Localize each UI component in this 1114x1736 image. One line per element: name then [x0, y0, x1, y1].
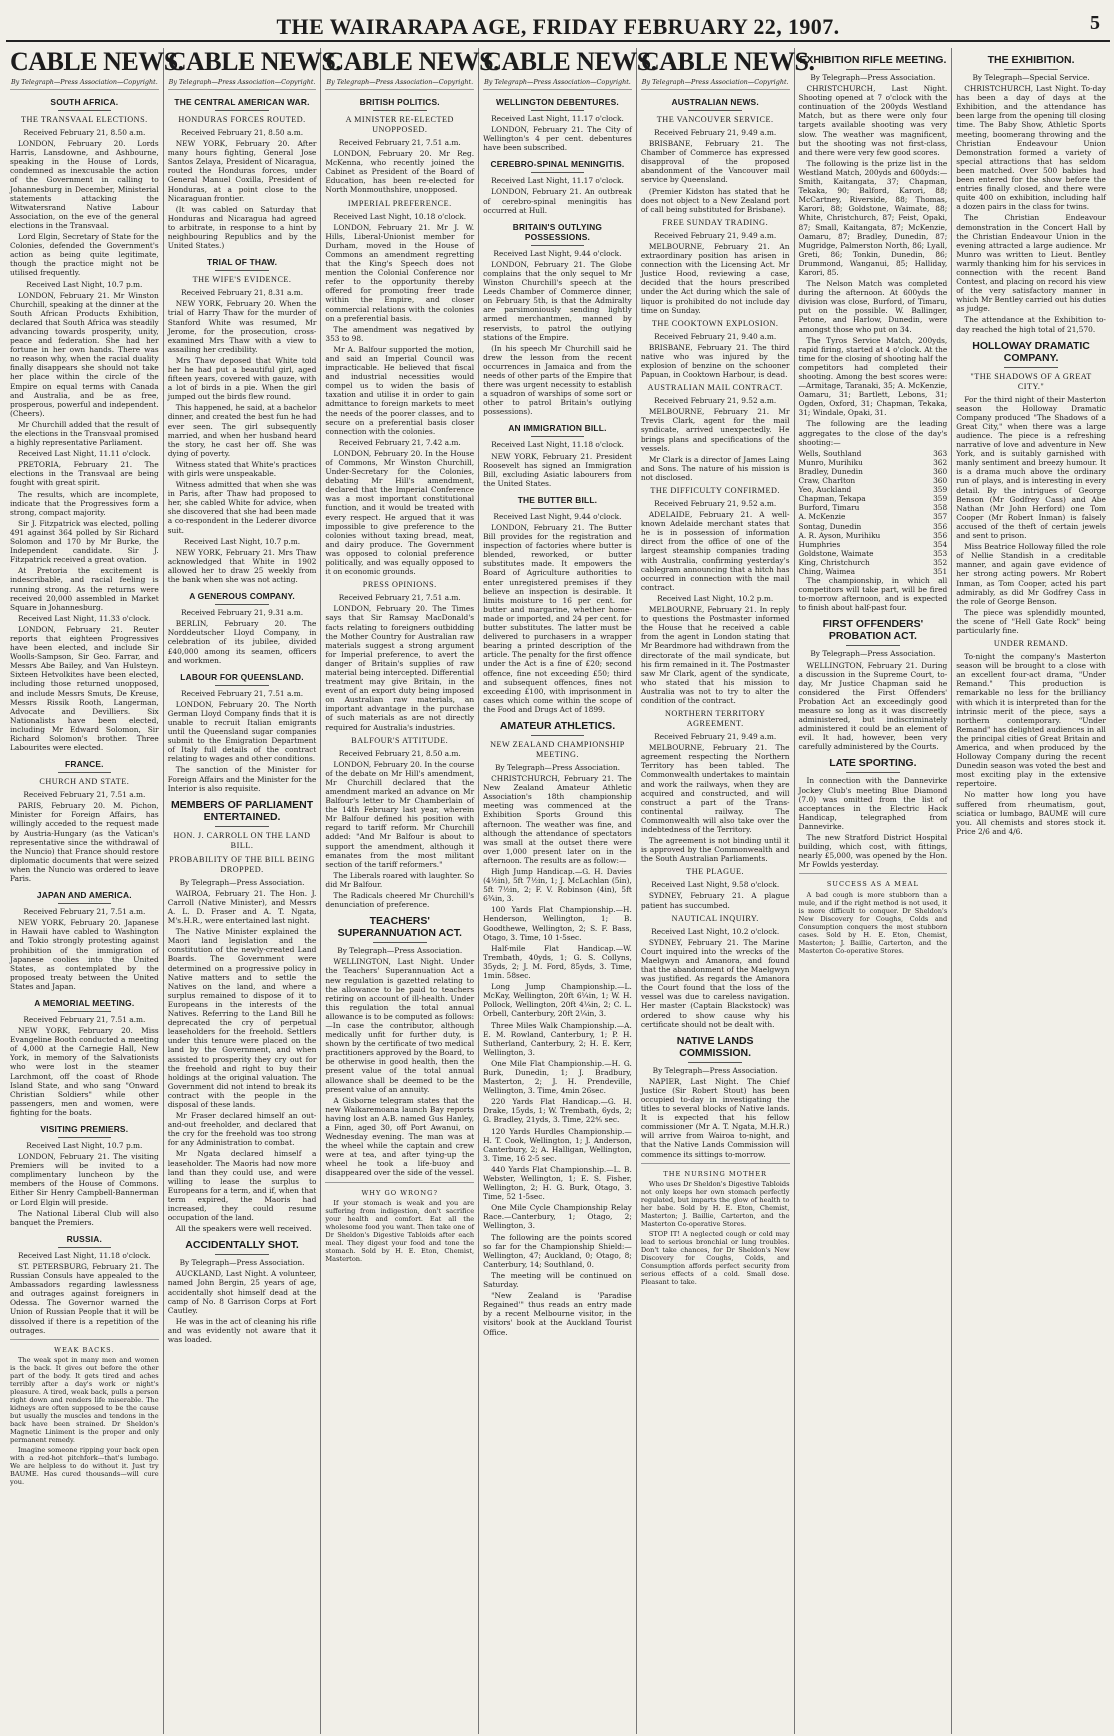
- paragraph: The meeting will be continued on Saturday.: [483, 1270, 632, 1290]
- dateline: Received February 21, 7.51 a.m.: [181, 688, 304, 698]
- score-value: 354: [933, 539, 948, 549]
- paragraph: LONDON, February 21. An outbreak of cerebro-spinal meningitis has occurred at Hull.: [483, 187, 632, 215]
- article-headline: A GENEROUS COMPANY.: [189, 591, 295, 602]
- divider: [215, 604, 269, 605]
- dateline: Received February 21, 7.42 a.m.: [338, 437, 461, 447]
- feature-headline: FIRST OFFENDERS' PROBATION ACT.: [822, 618, 924, 643]
- paragraph: SYDNEY, February 21. The Marine Court inquired into the wrecks of the Maelgwyn and Amanora, and found that the abandonment of the Maelgwyn was justified. As regards the Amanora the Court found that the loss of the vessel was due to careless navigation. Her master (Captain Blackstock) was ordered to show cause why his certificate should not be dealt with.: [640, 937, 790, 1029]
- byline: By Telegraph—Press Association—Copyright.: [641, 78, 790, 90]
- section-banner: CABLE NEWS.: [325, 47, 500, 76]
- article-subheadline: HONDURAS FORCES ROUTED.: [178, 115, 306, 124]
- dateline: Received February 21, 9.52 a.m.: [654, 396, 777, 406]
- dateline: Received Last Night, 10.7 p.m.: [184, 536, 301, 546]
- byline: By Telegraph—Press Association—Copyright.: [325, 78, 474, 90]
- paragraph: The following are the points scored so far for the Championship Shield:—Wellington, 47; Auckland, 0; Otago, 8; Canterbury, 14; Southland, 0.: [483, 1232, 632, 1269]
- divider: [215, 826, 269, 827]
- article-headline: RUSSIA.: [66, 1233, 103, 1244]
- paragraph: The Native Minister explained the Maori land legislation and the constitution of the newly-created Land Boards. The Government were determined on a progressive policy in Native matters and to settle the Natives on the land, and where a surplus remained to dispose of it to Europeans in the interests of the Natives. Referring to the Land Bill he deprecated the cry of perpetual leaseholders for the freehold. Settlers under this tenure were placed on the land by the Government, and when assisted to prosperity they cry out for the freehold and right to buy their holdings at the original valuation. The Government did not intend to break its contract with the people in the disposal of these lands.: [167, 927, 317, 1109]
- article-headline: JAPAN AND AMERICA.: [36, 890, 132, 901]
- paragraph: In connection with the Dannevirke Jockey Club's meeting Blue Diamond (7.0) was omitted from the list of acceptances in the Electric Hack Handicap, telegraphed from Dannevirke.: [798, 776, 948, 831]
- paragraph: The Nelson Match was completed during the afternoon. At 600yds the division was close, Burford, of Timaru, put on the possible. W. Ballinger, Petone, and Harlow, Dunedin, were amongst those who put on 34.: [798, 279, 948, 334]
- paragraph: LONDON, February 21. The Globe complains that the only sequel to Mr Winston Churchill's speech at the Leeds Chamber of Commerce dinner, on February 5th, is that the Admiralty are parsimoniously sending lightly armed merchantmen, manned by reservists, to patrol the outlying stations of the Empire.: [483, 259, 632, 342]
- paragraph: This happened, he said, at a bachelor dinner, and created the best fun he had ever seen. The girl subsequently married, and when her husband heard the story, he cast her off. She was dying of poverty.: [167, 403, 317, 458]
- paragraph: LONDON, February 21. Mr J. W. Hills, Liberal-Unionist member for Durham, moved in the House of Commons an amendment regretting that the King's Speech does not mention the Colonial Conference nor refer to the opportunity thereby offered for promoting freer trade within the Empire, and closer commercial relations with the colonies on a preferential basis.: [325, 222, 475, 323]
- score-value: 362: [933, 457, 948, 467]
- advertisement-text: STOP IT! A neglected cough or cold may lead to serious bronchial or lung troubles. Don't take chances, for Dr Sheldon's New Discovery for Coughs, Colds, and Consumption affords perfect security from serious effects of a cold. Small dose. Pleasant to take.: [640, 1229, 790, 1286]
- divider: [846, 645, 900, 646]
- dateline: Received Last Night, 11.18 o'clock.: [17, 1250, 151, 1260]
- advertisement: [799, 873, 948, 954]
- article-subheadline: NORTHERN TERRITORY AGREEMENT.: [665, 709, 766, 729]
- paragraph: NEW YORK, February 20. Miss Evangeline Booth conducted a meeting of 4,000 at the Carnegie Hall, New York, in memory of the Salvationists who were lost in the steamer Larchmont, off the coast of Rhode Island State, and who sang "Onward Christian Soldiers" while other passengers, men and women, were fighting for the boats.: [10, 1026, 159, 1117]
- dateline: Received February 21, 8.50 a.m.: [23, 128, 146, 137]
- divider: [688, 110, 742, 111]
- paragraph: 440 Yards Flat Championship.—L. B. Webster, Wellington, 1; E. S. Fisher, Wellington, 2; H. G. Burk, Otago, 3. Time, 52 1-5sec.: [483, 1164, 632, 1202]
- feature-headline: TEACHERS' SUPERANNUATION ACT.: [337, 915, 462, 940]
- dateline: By Telegraph—Press Association.: [179, 1258, 305, 1268]
- article-subheadline: HON. J. CARROLL ON THE LAND BILL.: [173, 830, 311, 850]
- score-name: Munro, Murihiku: [798, 457, 863, 467]
- divider: [373, 110, 427, 111]
- dateline: Received Last Night, 10.18 o'clock.: [333, 211, 467, 221]
- score-row: [799, 467, 948, 476]
- paragraph: Witness admitted that when she was in Paris, after Thaw had proposed to her, she cabled White for advice, when she discovered that she had been made a co-respondent in the Lederer divorce suit.: [167, 480, 317, 535]
- advertisement-heading: SUCCESS AS A MEAL: [826, 880, 919, 889]
- score-name: Chapman, Tekapa: [798, 494, 866, 504]
- divider: [531, 436, 585, 437]
- score-row: [799, 485, 948, 494]
- paragraph: The agreement is not binding until it is approved by the Commonwealth and the South Australian Parliaments.: [640, 836, 790, 864]
- paragraph: He was in the act of cleaning his rifle and was evidently not aware that it was loaded.: [167, 1316, 317, 1345]
- article-subheadline: A MINISTER RE-ELECTED UNOPPOSED.: [345, 115, 454, 134]
- paragraph: CHRISTCHURCH, February 21. The New Zealand Amateur Athletic Association's 18th championship meeting was commenced at the Exhibition Sports Ground this afternoon. The weather was fine, and although the attendance of spectators was small at the outset there were over 1,000 present later on in the afternoon. The results are as follow:—: [483, 774, 632, 865]
- section-banner: CABLE NEWS.: [483, 47, 657, 76]
- paragraph: LONDON, February 20. Lords Harris, Lansdowne, and Ashbourne, speaking in the House of Lords, condemned as inexcusable the action of the Government in calling to Johannesburg in December, Ministerial statements attacking the Witwatersrand Native Labour Association, on the eve of the general elections in the Transvaal.: [10, 139, 159, 230]
- divider: [58, 1247, 112, 1248]
- score-value: 352: [933, 557, 948, 567]
- paragraph: The amendment was negatived by 353 to 98.: [325, 324, 475, 343]
- column-3: [321, 47, 500, 1734]
- dateline: Received February 21, 7.51 a.m.: [23, 790, 146, 800]
- paragraph: For the third night of their Masterton season the Holloway Dramatic Company produced "The Shadows of a Great City," when there was a large audience. The piece is a refreshing narrative of love and adventure in New York, and is suitably garnished with manly sentiment and breezy humour. It is a drama much above the ordinary run of plays, and is interesting in every detail. By the intrigues of George Benson (Mr Godfrey Cass) and Abe Nathan (Mr John Herford) one Tom Cooper (Mr Robert Inman) is falsely accused of the theft of certain jewels and sent to prison.: [956, 394, 1106, 541]
- article-subheadline: AUSTRALIAN MAIL CONTRACT.: [647, 383, 783, 393]
- score-row: [799, 558, 948, 567]
- divider: [531, 172, 585, 173]
- article-headline: SOUTH AFRICA.: [50, 97, 119, 107]
- paragraph: Sir J. Fitzpatrick was elected, polling 491 against 364 polled by Sir Richard Solomon and 170 by Mr Burke, the Independent candidate. Sir J. Fitzpatrick received a great ovation.: [10, 518, 159, 565]
- divider: [688, 1062, 742, 1063]
- divider: [1004, 367, 1058, 368]
- dateline: By Telegraph—Press Association.: [494, 762, 620, 772]
- paragraph: Mr Churchill added that the result of the elections in the Transvaal promised a highly representative Parliament.: [10, 419, 159, 448]
- paragraph: NEW YORK, February 20. When the trial of Harry Thaw for the murder of Stanford White was resumed, Mr Jerome, for the prosecution, cross-examined Mrs Thaw with a view to assailing her credibility.: [167, 299, 317, 354]
- score-value: 356: [933, 521, 948, 531]
- dateline: Received February 21, 8.50 a.m.: [181, 128, 304, 137]
- paragraph: The results, which are incomplete, indicate that the Progressives form a strong, compact majority.: [10, 489, 159, 517]
- article-headline: THE BUTTER BILL.: [517, 494, 598, 505]
- divider: [531, 110, 585, 111]
- article-headline: LABOUR FOR QUEENSLAND.: [180, 671, 304, 682]
- paragraph: (In his speech Mr Churchill said he drew the lesson from the recent occurrences in Jamaica and from the needs of other parts of the Empire that there was urgent necessity to establish a squadron of warships of some sort or other to patrol Britain's outlying possessions).: [483, 343, 632, 417]
- dateline: Received Last Night, 11.17 o'clock.: [491, 114, 624, 123]
- paragraph: Mrs Thaw deposed that White told her he had put a beautiful girl, aged fifteen years, covered with gauze, with a lot of birds in a pie. When the girl jumped out the birds flew round.: [167, 355, 317, 402]
- paragraph: Three Miles Walk Championship.—A. E. M. Rowland, Canterbury, 1; P. H. Sutherland, Canterbury, 2; H. E. Kerr, Wellington, 3.: [483, 1020, 632, 1057]
- divider: [215, 270, 269, 271]
- score-value: 359: [933, 485, 948, 495]
- dateline: By Telegraph—Press Association.: [810, 73, 936, 82]
- paragraph: LONDON, February 21. The City of Wellington's 4 per cent. debentures have been subscribed.: [483, 125, 632, 153]
- score-row: [799, 503, 948, 512]
- paragraph: LONDON, February 21. The Butter Bill provides for the registration and inspection of factories where butter is blended, reworked, or butter substitutes made. It empowers the Board of Agriculture authorities to enter unregistered premises if they believe an inspection is desirable. It limits moisture to 16 per cent. for butter and margarine, whether home-made or imported, and 24 per cent. for butter substitutes. The latter must be delivered to purchasers in a wrapper bearing a printed description of the article. The penalty for the first offence under the Act is a fine of £20; second offence, fine not exceeding £50; third and subsequent offences, fines not exceeding £100, with imprisonment in cases which come within the scope of the Food and Drugs Act of 1899.: [483, 523, 632, 714]
- divider: [58, 110, 112, 111]
- divider: [531, 735, 585, 736]
- dateline: Received Last Night, 11.11 o'clock.: [17, 449, 151, 459]
- article-subheadline: THE TRANSVAAL ELECTIONS.: [21, 115, 148, 124]
- article-subheadline: UNDER REMAND.: [993, 639, 1069, 649]
- dateline: By Telegraph—Special Service.: [972, 73, 1090, 82]
- feature-headline: AMATEUR ATHLETICS.: [499, 719, 616, 732]
- paragraph: To-night the company's Masterton season will be brought to a close with an excellent four-act drama, "Under Remand." This production is remarkable no less for the brilliancy with which it is interpreted than for the intrinsic merit of the piece, says a northern contemporary. "Under Remand" has delighted audiences in all the principal cities of Great Britain and America, and when produced by the Holloway Company during the recent Dunedin season was voted the best and most exciting play in the extensive repertoire.: [956, 652, 1106, 789]
- divider: [846, 69, 900, 70]
- score-value: 356: [933, 530, 948, 540]
- paragraph: Mr Ngata declared himself a leaseholder. The Maoris had now more land than they could use, and were willing to lease the surplus to Europeans for a term, and if, when that term expired, the Maoris had increased, they could resume occupation of the land.: [167, 1149, 317, 1223]
- score-row: [799, 531, 948, 540]
- paragraph: Long Jump Championship.—L. McKay, Wellington, 20ft 6¼in, 1; W. H. Pollock, Wellington, 20ft 4¼in, 2; C. L. Orbell, Canterbury, 20ft 2¼in, 3.: [483, 982, 632, 1019]
- article-subheadline: THE WIFE'S EVIDENCE.: [192, 275, 292, 285]
- score-name: Burford, Timaru: [798, 503, 860, 513]
- dateline: Received February 21, 9.40 a.m.: [654, 331, 777, 341]
- paragraph: BRISBANE, February 21. The third native who was injured by the explosion of benzine on the schooner Papuan, in Cooktown Harbour, is dead.: [640, 342, 790, 380]
- divider: [1004, 69, 1058, 70]
- paragraph: Witness stated that White's practices with girls were unspeakable.: [167, 459, 317, 478]
- paragraph: LONDON, February 21. Mr Winston Churchill, speaking at the dinner at the South African Products Exhibition, declared that South Africa was steadily advancing towards prosperity, unity, peace and federation. She had her fortune in her own hands. There was no reason why, when the racial duality finally disappears she should not take her place within the circle of the Empire on equal terms with Canada and Australia, and be as free, prosperous, powerful and independent. (Cheers).: [10, 290, 159, 418]
- article-headline: A MEMORIAL MEETING.: [34, 997, 135, 1008]
- advertisement-text: The weak spot in many men and women is the back. It gives out before the other part of the body. It gets tired and aches terribly after a day's work or night's pleasure. A tired, weak back, pulls a person right down and renders life miserable. The kidneys are often supposed to be the cause but usually the muscles and tendons in the back have been strained. Dr Sheldon's Magnetic Liniment is the proper and only permanent remedy.: [10, 1355, 159, 1444]
- dateline: Received Last Night, 9.58 o'clock.: [651, 880, 780, 890]
- divider: [846, 772, 900, 773]
- article-headline: FRANCE.: [65, 759, 104, 770]
- score-row: [799, 449, 948, 458]
- score-value: 351: [933, 566, 948, 576]
- paragraph: 120 Yards Hurdles Championship.—H. T. Cook, Wellington, 1; J. Anderson, Canterbury, 2; A. Halligan, Wellington, 3. Time, 16 2-5 sec.: [483, 1126, 632, 1163]
- dateline: Received February 21, 9.49 a.m.: [654, 128, 777, 137]
- score-value: 359: [933, 494, 948, 504]
- score-row: [799, 494, 948, 503]
- score-value: 357: [933, 512, 948, 522]
- score-row: [799, 476, 948, 485]
- feature-headline: ACCIDENTALLY SHOT.: [185, 1239, 299, 1252]
- feature-headline: MEMBERS OF PARLIAMENT ENTERTAINED.: [170, 798, 314, 823]
- section-banner: CABLE NEWS.: [167, 47, 342, 76]
- paragraph: MELBOURNE, February 21. In reply to questions the Postmaster informed the House that he received a cable from the agent in London stating that Mr Beardmore had withdrawn from the directorate of the mail syndicate, but his firm remained in it. The Postmaster saw Mr Clark, agent of the syndicate, who stated that his mission to Australia was not to try to alter the condition of the contract.: [640, 605, 790, 705]
- article-subheadline: THE COOKTOWN EXPLOSION.: [651, 318, 779, 328]
- score-value: 360: [933, 476, 948, 486]
- paragraph: LONDON, February 20. Mr Reg. McKenna, who recently joined the Cabinet as President of the Board of Education, has been re-elected for North Monmouthshire, unopposed.: [325, 149, 475, 195]
- paragraph: MELBOURNE, February 21. Mr Trevis Clark, agent for the mail syndicate, arrived unexpectedly. He brings plans and specifications of the vessels.: [640, 407, 790, 453]
- advertisement: [641, 1163, 790, 1286]
- paragraph: The Liberals roared with laughter. So did Mr Balfour.: [325, 870, 475, 889]
- paragraph: The following is the prize list in the Westland Match, 200yds and 600yds:—Smith, Kaitangata, 37; Chapman, Tekaka, 90; Balford, Karori, 88; McCartney, Riverside, 88; Thomas, Karori, 88; Goldstone, Waimate, 88; White, Christchurch, 87; Feist, Opaki, 87; Small, Kaitangata, 87; McKenzie, Oamaru, 87; Bradley, Dunedin, 87; Mugridge, Palmerston North, 86; Lyall, Greti, 86; Tonkin, Dunedin, 86; Drummond, Wanganui, 85; Halliday, Karori, 85.: [798, 158, 948, 277]
- article-subheadline: IMPERIAL PREFERENCE.: [347, 198, 452, 208]
- paragraph: The Christian Endeavour demonstration in the Concert Hall by the Christian Endeavour Union in the evening attracted a large audience. Mr Munro was written to Lieut. Bentley warmly thanking him for his services in connection with the recent Band Contest, and placing on record his view of the very satisfactory manner in which Mr Bentley carried out his duties as judge.: [956, 213, 1106, 314]
- article-headline: BRITISH POLITICS.: [359, 97, 440, 107]
- article-columns: [6, 48, 1110, 1734]
- dateline: Received February 21, 9.31 a.m.: [181, 608, 304, 618]
- paragraph: NEW YORK, February 21. President Roosevelt has signed an Immigration Bill, excluding Asiatic labourers from the United States.: [483, 451, 632, 488]
- article-subheadline: PROBABILITY OF THE BILL BEING DROPPED.: [169, 854, 315, 874]
- dateline: Received Last Night, 9.44 o'clock.: [493, 511, 622, 521]
- article-headline: CEREBRO-SPINAL MENINGITIS.: [490, 159, 625, 170]
- dateline: Received February 21, 7.51 a.m.: [23, 907, 146, 917]
- score-name: Ching, Waimea: [798, 566, 855, 576]
- paragraph: Miss Beatrice Holloway filled the role of Nellie Standish in a creditable manner, and again gave evidence of her strong acting powers. Mr Robert Inman, as Tom Cooper, acted his part admirably, as did Mr Godfrey Cass in the role of George Benson.: [956, 542, 1106, 606]
- paragraph: MELBOURNE, February 21. The agreement respecting the Northern Territory has been tabled. The Commonwealth undertakes to maintain and work the railways, when they are acquired and constructed, and will construct a part of the Trans-continental railway. The Commonwealth will also take over the indebtedness of the Territory.: [640, 743, 790, 834]
- score-name: Yeo, Auckland: [798, 485, 852, 495]
- score-row: [799, 567, 948, 576]
- score-value: 363: [933, 448, 948, 458]
- paragraph: 220 Yards Flat Handicap.—G. H. Drake, 15yds, 1; W. Trembath, 6yds, 2; G. Bradley, 21yds, 3. Time, 22⅘ sec.: [483, 1097, 632, 1125]
- paragraph: WAIROA, February 21. The Hon. J. Carroll (Native Minister), and Messrs A. L. D. Fraser and A. T. Ngata, M's.H.R., were entertained last night.: [167, 888, 317, 926]
- advertisement-text: A bad cough is more stubborn than a mule, and if the right method is not used, it is more difficult to conquer. Dr Sheldon's New Discovery for Coughs, Colds and Consumption conquers the most stubborn cases. Sold by H. E. Eton, Chemist, Masterton; J. Baillie, Carterton, and the Masterton Co-operative Stores.: [798, 890, 948, 955]
- paragraph: BERLIN, February 20. The Norddeutscher Lloyd Company, in celebration of its jubilee, divided £40,000 among its seamen, officers and workmen.: [167, 619, 317, 665]
- paragraph: The attendance at the Exhibition to-day reached the high total of 21,570.: [956, 315, 1106, 334]
- paragraph: The Radicals cheered Mr Churchill's denunciation of preference.: [325, 891, 475, 910]
- dateline: By Telegraph—Press Association.: [337, 946, 463, 956]
- score-row: [799, 549, 948, 558]
- column-6: [795, 48, 953, 1734]
- column-1: [6, 47, 184, 1734]
- section-banner: CABLE NEWS.: [640, 47, 815, 76]
- paragraph: BRISBANE, February 21. The Chamber of Commerce has expressed disapproval of the proposed abandonment of the Vancouver mail service by Queensland.: [640, 139, 790, 185]
- paragraph: (Premier Kidston has stated that he does not object to a New Zealand port of call being substituted for Brisbane).: [640, 186, 790, 214]
- paragraph: 100 Yards Flat Championship.—H. Henderson, Wellington, 1; B. Goodthewe, Wellington, 2; S. F. Bass, Otago, 3. Time, 10 1-5sec.: [483, 905, 632, 942]
- paragraph: Lord Elgin, Secretary of State for the Colonies, defended the Government's action as being quite legitimate, though the practice might not be utilised frequently.: [10, 232, 159, 278]
- divider: [58, 772, 112, 773]
- paragraph: LONDON, February 21. Reuter reports that eighteen Progressives have been elected, and include Sir Woolls-Sampson, Sir Geo. Farrar, and Messrs Abe Bailey, and Van Hulsteyn. Sixteen Hetvolkites have been elected, including those returned unopposed, and include Messrs Smuts, De Kreuse, Messrs Rissik Rooth, Langerman, Advocate and Devilliers. Six Nationalists have been elected, including Mr Edward Solomon, Sir Richard Solomon's brother. Three Labourites were elected.: [10, 624, 159, 753]
- section-banner: CABLE NEWS.: [10, 47, 184, 76]
- column-4: [479, 47, 657, 1734]
- paragraph: LONDON, February 21. The visiting Premiers will be invited to a complimentary luncheon by the members of the House of Commons. Either Sir Henry Campbell-Bannerman or Lord Elgin will preside.: [10, 1152, 159, 1207]
- article-headline: VISITING PREMIERS.: [40, 1124, 129, 1134]
- article-subheadline: PRESS OPINIONS.: [362, 580, 437, 590]
- article-subheadline: NAUTICAL INQUIRY.: [671, 913, 759, 923]
- dateline: Received Last Night, 11.17 o'clock.: [491, 176, 624, 186]
- paragraph: "New Zealand is 'Paradise Regained'" thus reads an entry made by a recent Melbourne visitor, in the visitors' book at the Auckland Tourist Office.: [483, 1291, 632, 1337]
- paragraph: No matter how long you have suffered from rheumatism, gout, sciatica or lumbago, BAUME will cure you. All chemists and stores stock it. Price 2/6 and 4/6.: [956, 790, 1106, 836]
- paragraph: AUCKLAND, Last Night. A volunteer, named John Bergin, 25 years of age, accidentally shot himself dead at the camp of No. 8 Garrison Corps at Fort Cautley.: [167, 1269, 317, 1315]
- dateline: Received Last Night, 9.44 o'clock.: [493, 248, 622, 258]
- article-headline: WELLINGTON DEBENTURES.: [496, 97, 619, 107]
- score-name: Goldstone, Waimate: [798, 548, 874, 558]
- column-7: [952, 48, 1110, 1734]
- article-headline: AUSTRALIAN NEWS.: [671, 97, 759, 107]
- dateline: Received February 21, 9.52 a.m.: [654, 499, 777, 508]
- dateline: Received February 21, 7.51 a.m.: [23, 1014, 146, 1024]
- divider: [373, 942, 427, 943]
- score-value: 360: [933, 466, 948, 476]
- paragraph: A Gisborne telegram states that the new Waikaremoana launch Bay reports having lost an A.B. named Gus Hanley, a Finn, aged 30, off Port Awanui, on Wednesday evening. The man was at the wheel while the captain and crew were at tea, and after tying-up the wheel he took a life-buoy and disappeared over the side of the vessel.: [325, 1095, 475, 1178]
- paragraph: WELLINGTON, Last Night. Under the Teachers' Superannuation Act a new regulation is gazetted relating to the allowance to be paid to teachers retiring on account of ill-health. Under this regulation the total annual allowance is to be computed as follows:—In case the contributor, although medically unfit for further duty, is shown by the certificate of two medical practitioners approved by the Board, to be otherwise in good health, then the present value of the total annual allowance shall be deemed to be the present value of an annuity.: [325, 957, 475, 1094]
- paragraph: (It was cabled on Saturday that Honduras and Nicaragua had agreed to arbitrate, in response to a hint by neighbouring Republics and by the United States.): [167, 204, 317, 251]
- advertisement-text: Imagine someone ripping your back open with a red-hot pitchfork—that's lumbago. We are helpless to do without it. Just try BAUME. Has cured thousands—will cure you.: [10, 1445, 159, 1486]
- page-number: 5: [1090, 12, 1100, 34]
- article-subheadline: FREE SUNDAY TRADING.: [662, 217, 769, 227]
- article-subheadline: "THE SHADOWS OF A GREAT CITY.": [970, 371, 1092, 391]
- feature-headline: NATIVE LANDS COMMISSION.: [676, 1034, 754, 1059]
- paragraph: WELLINGTON, February 21. During a discussion in the Supreme Court, to-day, Mr Justice Chapman said he considered the First Offenders' Probation Act an exceedingly good measure so long as it was discreetly administered, but indiscriminately administered it could be an element of evil. It had, however, been very carefully administered by the Courts.: [798, 660, 948, 752]
- score-row: [799, 522, 948, 531]
- paragraph: At Pretoria the excitement is indescribable, and racial feeling is running strong. As the returns were received 20,000 assembled in Market Square in Johannesburg.: [10, 566, 159, 612]
- paragraph: Half-mile Flat Handicap.—W. Trembath, 40yds, 1; G. S. Collyns, 35yds, 2; J. M. Ford, 85yds, 3. Time, 1min. 58sec.: [483, 943, 632, 981]
- paragraph: NEW YORK, February 20. After many hours fighting, General Jose Santos Zelaya, President of Nicaragua, routed the Honduras forces, under General Manuel Coxilla, President of Honduras, at a point close to the Nicaraguan frontier.: [167, 139, 317, 203]
- paragraph: ADELAIDE, February 21. A well-known Adelaide merchant states that he is in possession of information direct from the office of one of the largest steamship companies trading with Australia, confirming yesterday's cablegram announcing that a hitch has occurred in connection with the mail contract.: [640, 510, 790, 592]
- dateline: Received February 21, 9.49 a.m.: [654, 230, 777, 240]
- dateline: Received Last Night, 10.2 p.m.: [657, 593, 774, 603]
- paragraph: The Tyros Service Match, 200yds, rapid firing, started at 4 o'clock. At the time for the closing of shooting half the competitors had completed their shooting. Among the best scores were:—Armitage, Taranaki, 35; A. McKenzie, Oamaru, 31; Bartlett, Lebons, 31; Ogden, Oxford, 31; Chapman, Tekaka, 31; Windale, Opaki, 31.: [798, 335, 948, 418]
- feature-headline: EXHIBITION RIFLE MEETING.: [799, 54, 947, 66]
- paragraph: One Mile Cycle Championship Relay Race.—Canterbury, 1; Otago, 2; Wellington, 3.: [483, 1203, 632, 1231]
- dateline: Received Last Night, 10.7 p.m.: [26, 279, 143, 289]
- score-row: [799, 458, 948, 467]
- paragraph: SYDNEY, February 21. A plague patient has succumbed.: [640, 891, 790, 910]
- paragraph: PRETORIA, February 21. The elections in the Transvaal are being fought with great spirit.: [10, 460, 159, 488]
- advertisement: [10, 1339, 159, 1486]
- score-name: A. R. Ayson, Murihiku: [798, 530, 881, 540]
- paragraph: The sanction of the Minister for Foreign Affairs and the Minister for the Interior is also requisite.: [167, 765, 317, 793]
- dateline: By Telegraph—Press Association.: [179, 877, 305, 887]
- dateline: Received Last Night, 10.7 p.m.: [26, 1141, 143, 1150]
- divider: [215, 685, 269, 686]
- byline: By Telegraph—Press Association—Copyright.: [10, 78, 159, 90]
- paragraph: The new Stratford District Hospital building, which cost, with fittings, nearly £5,000, was opened by the Hon. Mr Fowlds yesterday.: [798, 833, 948, 870]
- paragraph: LONDON, February 20. The Times says that Sir Ramsay MacDonald's facts relating to foreigners outbidding the Mother Country for Australian raw materials suggest a strong argument for Imperial preference, to avert the danger of Britain's supplies of raw material being intercepted. Differential treatment may give Britain, in the event of an export duty being imposed on Australian raw materials, an important advantage in the purchase of such materials as are not directly required for Australia's industries.: [325, 604, 475, 732]
- advertisement-heading: WEAK BACKS.: [54, 1345, 115, 1354]
- article-subheadline: BALFOUR'S ATTITUDE.: [351, 735, 449, 745]
- paragraph: The championship, in which all competitors will take part, will be fired to-morrow afternoon, and is expected to finish about half-past four.: [798, 576, 948, 613]
- divider: [58, 1137, 112, 1138]
- paragraph: High Jump Handicap.—G. H. Davies (4½in), 5ft 7½in, 1; J. McLachlan (5in), 5ft 7½in, 2; F. V. Robinson (4in), 5ft 6¾in, 3.: [483, 867, 632, 904]
- paragraph: The National Liberal Club will also banquet the Premiers.: [10, 1208, 159, 1227]
- advertisement-heading: WHY GO WRONG?: [361, 1188, 438, 1197]
- score-name: Craw, Charlton: [798, 476, 856, 486]
- paragraph: MELBOURNE, February 21. An extraordinary position has arisen in connection with the Licensing Act. Mr Justice Hood, reviewing a case, decided that the hours prescribed under the Act during which the sale of liquor is prohibited do not include day time on Sunday.: [640, 241, 790, 315]
- divider: [531, 245, 585, 246]
- paragraph: ST. PETERSBURG, February 21. The Russian Consuls have appealed to the Ambassadors regarding lawlessness and outrages against foreigners in Odessa. The Governor warned the Union of Russian People that it will be dissolved if there is a repetition of the outrages.: [10, 1261, 159, 1335]
- dateline: By Telegraph—Press Association.: [810, 649, 936, 659]
- byline: By Telegraph—Press Association—Copyright.: [168, 78, 317, 90]
- paragraph: LONDON, February 20. In the course of the debate on Mr Hill's amendment, Mr Churchill declared that the amendment marked an advance on Mr Balfour's letter to Mr Chamberlain of the 14th February last year, wherein Mr Balfour defined his position with regard to tariff reform. Mr Churchill added: "And Mr Balfour is about to support the amendment, although it emanates from the most militant section of the tariff reformers.": [325, 759, 475, 869]
- paragraph: NEW YORK, February 21. Mrs Thaw acknowledged that White in 1902 allowed her to draw 25 weekly from the bank when she was not acting.: [167, 547, 317, 585]
- paragraph: One Mile Flat Championship.—H. G. Burk, Dunedin, 1; J. Bradbury, Masterton, 2; J. H. Prendeville, Wellington, 3. Time, 4min 26sec.: [483, 1058, 632, 1096]
- article-headline: TRIAL OF THAW.: [207, 257, 278, 268]
- masthead: [6, 6, 1110, 42]
- article-headline: AN IMMIGRATION BILL.: [508, 423, 607, 434]
- divider: [58, 903, 112, 904]
- paragraph: Mr Fraser declared himself an out-and-out freeholder, and declared that the cry for the freehold was too strong for any Administration to combat.: [167, 1111, 317, 1148]
- paragraph: LONDON, February 20. In the House of Commons, Mr Winston Churchill, Under-Secretary for the Colonies, debating Mr Hill's amendment, declared that the Imperial Conference was a most important constitutional function, and it would be treated with every respect. He argued that it was impossible to give preference to the colonies without taxing bread, meat, and dairy produce. The Government was opposed to colonial preference politically, and was equally opposed to it on economic grounds.: [325, 448, 475, 577]
- dateline: Received February 21, 8.31 a.m.: [181, 288, 304, 298]
- article-subheadline: THE PLAGUE.: [686, 867, 745, 877]
- advertisement-text: Who uses Dr Sheldon's Digestive Tabloids not only keeps her own stomach perfectly regulated, but imparts the glow of health to her babe. Sold by H. E. Eton, Chemist, Masterton; J. Baillie, Carterton, and the Masterton Co-operative Stores.: [640, 1179, 790, 1228]
- score-name: Sontag, Dunedin: [798, 521, 862, 531]
- paragraph: CHRISTCHURCH, Last Night. Shooting opened at 7 o'clock with the continuation of the 200yds Westland Match, but as there were only four targets available shooting was very slow. The weather was magnificent, but the shooting was not first-class, and there were very few good scores.: [798, 84, 948, 157]
- column-2: [164, 47, 342, 1734]
- article-subheadline: CHURCH AND STATE.: [39, 777, 130, 787]
- dateline: Received Last Night, 10.2 o'clock.: [651, 926, 780, 936]
- advertisement-text: If your stomach is weak and you are suffering from indigestion, don't sacrifice your health and comfort. Eat all the wholesome food you want. Then take one of Dr Sheldon's Digestive Tabloids after each meal. They digest your food and tone the stomach. Sold by H. E. Eton, Chemist, Masterton.: [325, 1198, 475, 1263]
- score-name: King, Christchurch: [798, 557, 870, 567]
- score-value: 353: [933, 548, 948, 558]
- feature-headline: HOLLOWAY DRAMATIC COMPANY.: [972, 339, 1090, 364]
- paragraph: The following are the leading aggregates to the close of the day's shooting:—: [798, 419, 948, 447]
- byline: By Telegraph—Press Association—Copyright.: [483, 78, 632, 90]
- paragraph: PARIS, February 20. M. Pichon, Minister for Foreign Affairs, has willingly acceded to the request made by Austria-Hungary (as the Vatican's representative since the withdrawal of the Nuncio) that France should restore diplomatic documents that were seized when the Nuncio was ordered to leave Paris.: [10, 801, 159, 884]
- divider: [215, 1254, 269, 1255]
- divider: [215, 110, 269, 111]
- dateline: Received February 21, 8.50 a.m.: [338, 748, 461, 758]
- paragraph: NEW YORK, February 20. Japanese in Hawaii have cabled to Washington and Tokio strongly protesting against prohibition of the immigration of Japanese coolies into the United States, as contemplated by the proposed treaty between the United States and Japan.: [10, 918, 159, 991]
- paragraph: Mr A. Balfour supported the motion, and said an Imperial Council was impracticable. He believed that fiscal and industrial necessities would compel us to widen the basis of taxation and utilise it in order to gain admittance to foreign markets to meet the needs of the poorer classes, and to secure on a preferential basis closer connection with the colonies.: [325, 344, 475, 436]
- article-headline: BRITAIN'S OUTLYING POSSESSIONS.: [512, 221, 603, 242]
- score-row: [799, 540, 948, 549]
- score-name: Wells, Southland: [798, 448, 862, 458]
- dateline: Received February 21, 7.51 a.m.: [338, 593, 461, 603]
- article-headline: THE CENTRAL AMERICAN WAR.: [174, 97, 310, 107]
- article-subheadline: THE DIFFICULTY CONFIRMED.: [650, 486, 780, 495]
- divider: [531, 508, 585, 509]
- column-5: [637, 47, 815, 1734]
- advertisement-heading: THE NURSING MOTHER: [663, 1169, 767, 1178]
- dateline: Received Last Night, 11.33 o'clock.: [17, 613, 151, 623]
- dateline: Received Last Night, 11.18 o'clock.: [491, 440, 624, 450]
- score-name: Bradley, Dunedin: [798, 466, 863, 476]
- feature-headline: THE EXHIBITION.: [987, 54, 1075, 66]
- article-subheadline: THE VANCOUVER SERVICE.: [656, 115, 774, 124]
- paragraph: Mr Clark is a director of James Laing and Sons. The nature of his mission is not disclosed.: [640, 454, 790, 482]
- advertisement: [325, 1182, 474, 1263]
- paragraph: LONDON, February 20. The North German Lloyd Company finds that it is unable to recruit Italian emigrants until the Queensland sugar companies submit to the Emigration Department of Italy full details of the contract relating to wages and other conditions.: [167, 699, 317, 764]
- paragraph: NAPIER, Last Night. The Chief Justice (Sir Robert Stout) has been occupied to-day in investigating the titles to several blocks of Native lands. It is expected that his fellow commissioner (Mr A. T. Ngata, M.H.R.) will arrive from Wairoa to-night, and that the Native Lands Commission will commence its sittings to-morrow.: [640, 1076, 790, 1159]
- dateline: By Telegraph—Press Association.: [652, 1065, 778, 1075]
- score-name: A. McKenzie: [798, 512, 846, 522]
- dateline: Received February 21, 9.49 a.m.: [654, 732, 777, 742]
- paragraph: All the speakers were well received.: [175, 1224, 312, 1234]
- feature-headline: LATE SPORTING.: [829, 757, 917, 770]
- paragraph: The piece was splendidly mounted, the scene of "Hell Gate Rock" being particularly fine.: [956, 607, 1106, 635]
- score-row: [799, 512, 948, 521]
- masthead-title: THE WAIRARAPA AGE, FRIDAY FEBRUARY 22, 1907.: [276, 14, 840, 39]
- score-value: 358: [933, 503, 948, 513]
- divider: [58, 1011, 112, 1012]
- dateline: Received February 21, 7.51 a.m.: [338, 138, 461, 147]
- article-subheadline: NEW ZEALAND CHAMPIONSHIP MEETING.: [490, 739, 625, 759]
- score-name: Humphries: [798, 539, 841, 549]
- paragraph: CHRISTCHURCH, Last Night. To-day has been a day of days at the Exhibition, and the attendance has been large from the opening till closing time. The Baby Show, Athletic Sports meeting, boomerang throwing and the Christian Endeavour Union Demonstration formed a variety of special attractions that has seldom been matched. Over 500 babies had been entered for the show before the entries finally closed, and there were quite 400 on exhibition, including half a dozen pairs in the class for twins.: [956, 84, 1106, 212]
